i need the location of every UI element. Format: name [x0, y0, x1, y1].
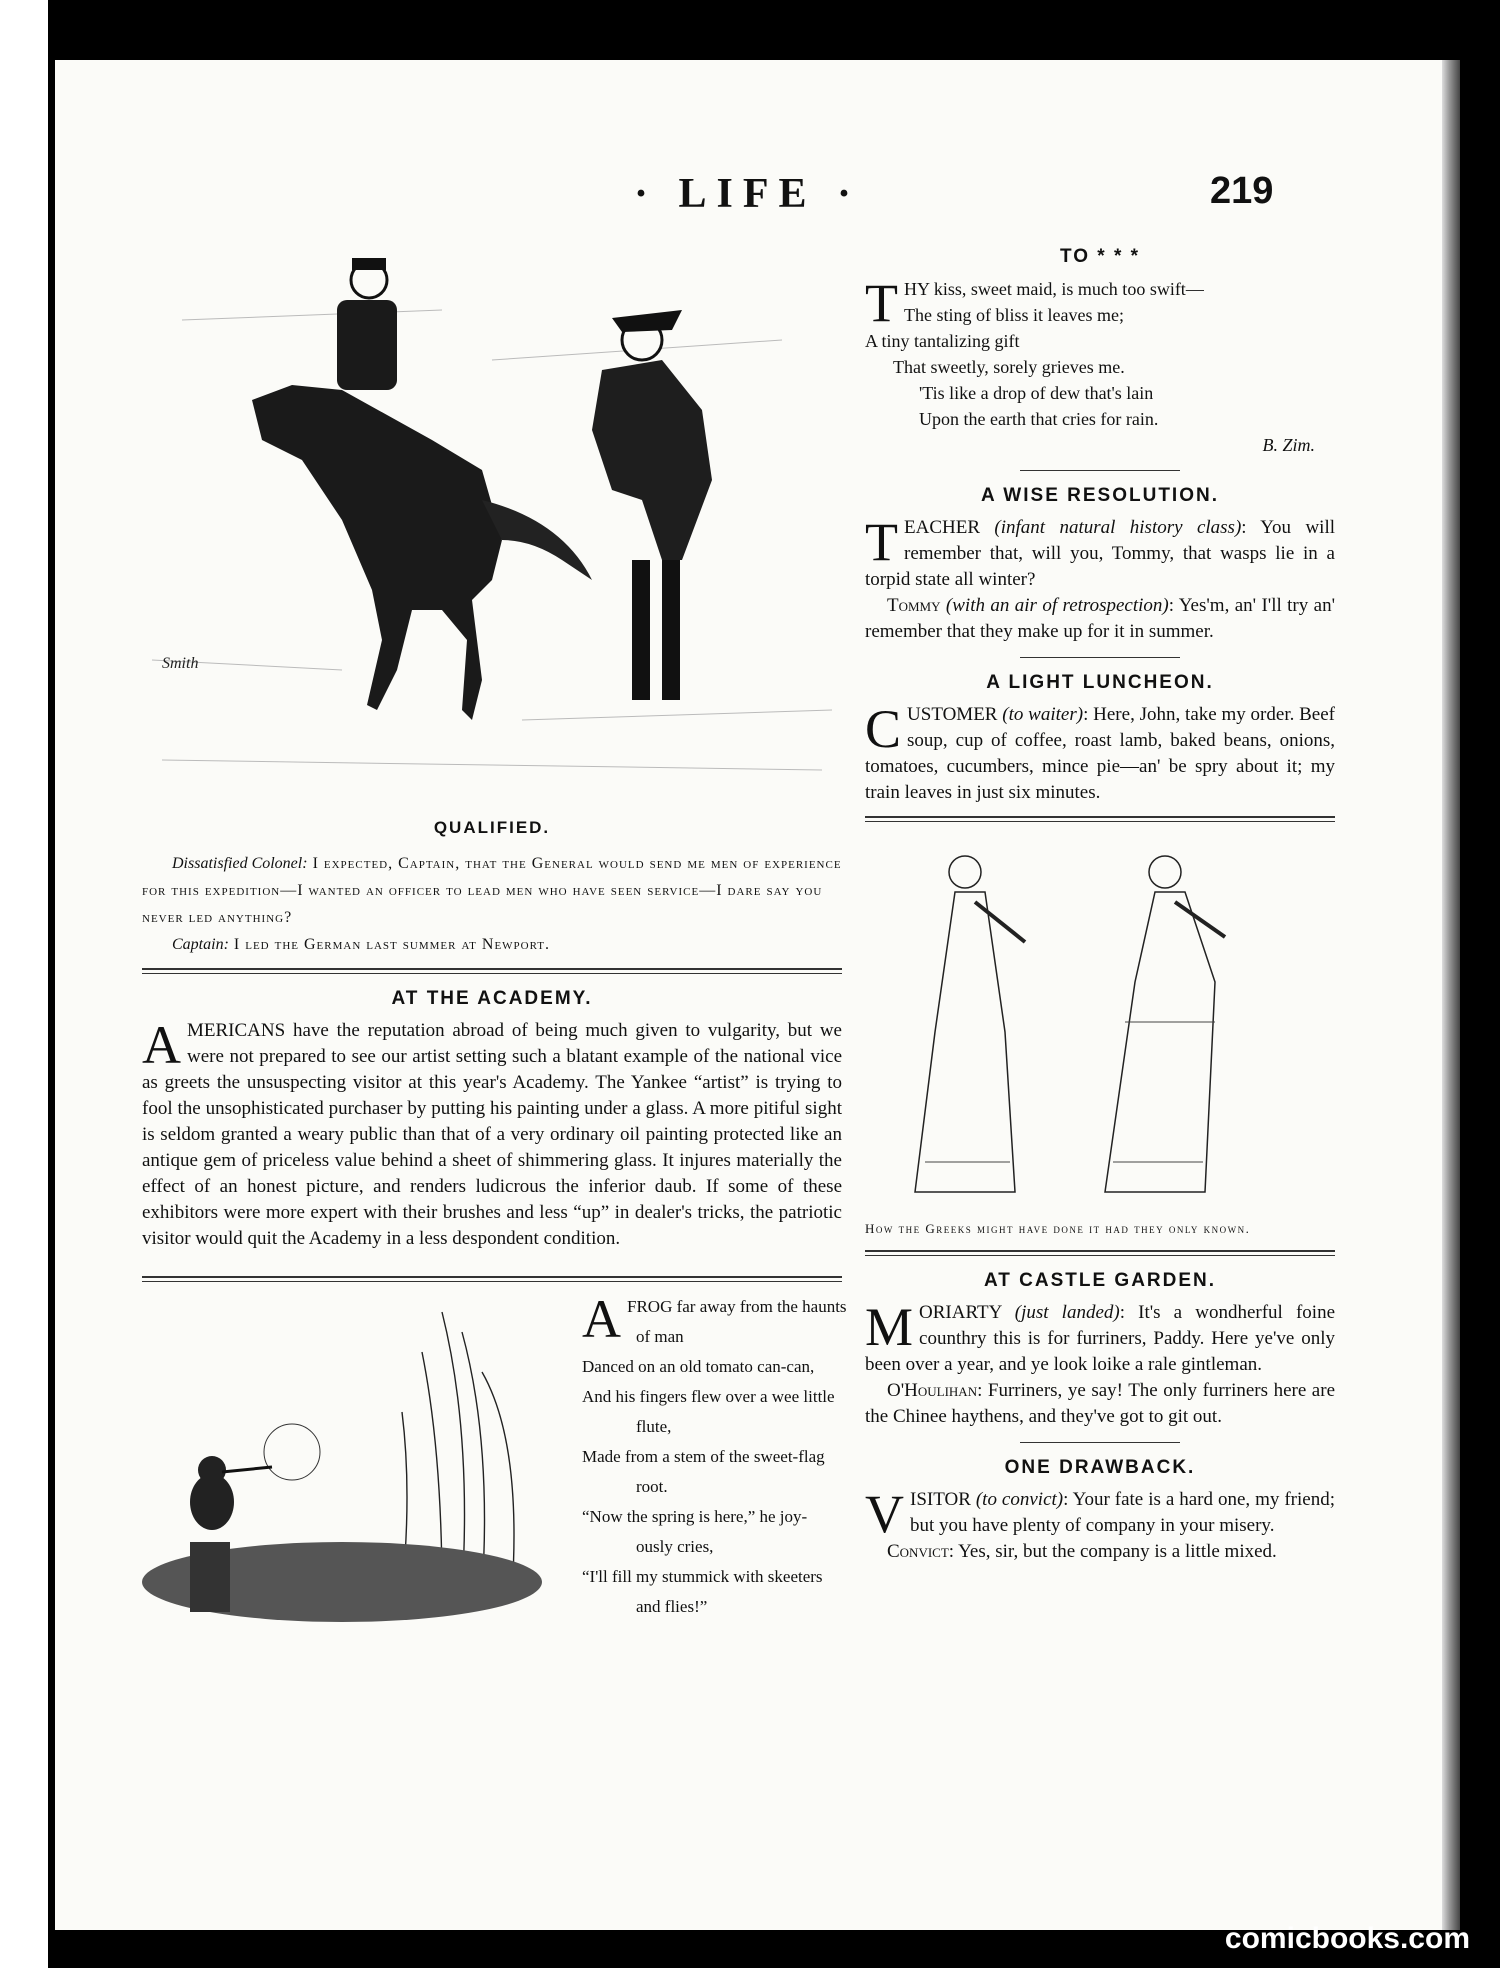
to-poem-heading: TO * * * — [1059, 246, 1141, 267]
castle-heading: AT CASTLE GARDEN. — [983, 1270, 1217, 1291]
drawback-article: VISITOR (to convict): Your fate is a hard one, my friend; but you have plenty of company in your misery. — [865, 1484, 1336, 1544]
section-divider — [865, 816, 1335, 822]
wise-article: TEACHER (infant natural history class): You will remember that, will you, Tommy, that wasps lie in a torpid state all winter? — [865, 512, 1336, 590]
luncheon-article: CUSTOMER (to waiter): Here, John, take my order. Beef soup, cup of coffee, roast lamb, baked beans, onions, tomatoes, cucumbers, mince pie—an' be spry about it; my train leaves in just six minutes. — [865, 699, 1336, 803]
section-divider — [142, 968, 842, 974]
artist-signature: Smith — [162, 655, 199, 672]
page-number: 219 — [1210, 170, 1274, 212]
academy-heading: AT THE ACADEMY. — [391, 988, 593, 1009]
magazine-page — [55, 60, 1460, 1930]
section-divider — [142, 1276, 842, 1282]
castle-article: MORIARTY (just landed): It's a wondherful foine counthry this is for furriners, Paddy. Here ye've only been over a year, and ye look loike a rale gintleman. — [865, 1297, 1336, 1375]
cartoon-title: QUALIFIED. — [433, 818, 551, 837]
academy-article: AMERICANS have the reputation abroad of being much given to vulgarity, but we were not prepared to see our artist setting such a blatant example of the national vice as greets the unsuspecting visitor at this year's Academy. The Yankee “artist” is trying to fool the unsophisticated purchaser by putting his painting under a glass. A more pitiful sight is seldom granted a weary public than that of a very ordinary oil painting protected like an antique gem of priceless value behind a sheet of shimmering glass. It injures materially the effect of an honest picture, and renders ludicrous the inferior daub. If some of these exhibitors were more expert with their brushes and less “up” in dealer's tricks, the patriotic visitor would quit the Academy in a less despondent condition. — [142, 1015, 842, 1249]
frog-poem: AFROG far away from the haunts of man Danced on an old tomato can-can, And his fingers flew over a wee little flute, Made from a stem of the sweet-flag root. “Now the spring is here,” he joy- ously cries, “I'll fill my stummick with skeeters and flies!” — [582, 1289, 847, 1616]
cartoon-dialogue: Dissatisfied Colonel: I expected, Captain, that the General would send me men of experience for this expedition—I wanted an officer to lead men who have seen service—I dare say you never led anything? Captain: I led the German last summer at Newport. — [142, 855, 842, 953]
site-watermark: comicbooks.com — [1224, 1922, 1470, 1955]
castle-reply: O'Houlihan: Furriners, ye say! The only furriners here are the Chinee haythens, and they've got to git out. — [865, 1380, 1335, 1427]
frog-illustration — [142, 1292, 562, 1632]
horse-rider-illustration — [142, 240, 842, 800]
luncheon-heading: A LIGHT LUNCHEON. — [986, 672, 1214, 693]
greek-women-illustration — [885, 832, 1285, 1212]
drawback-heading: ONE DRAWBACK. — [1004, 1457, 1196, 1478]
drawback-reply: Convict: Yes, sir, but the company is a little mixed. — [887, 1541, 1277, 1562]
previous-page-edge — [0, 0, 55, 1968]
wise-heading: A WISE RESOLUTION. — [981, 485, 1219, 506]
greeks-caption: How the Greeks might have done it had they only known. — [865, 1221, 1251, 1236]
section-divider — [865, 1250, 1335, 1256]
wise-reply: Tommy (with an air of retrospection): Yes'm, an' I'll try an' remember that they make up for it in summer. — [865, 595, 1336, 642]
to-poem: THY kiss, sweet maid, is much too swift— The sting of bliss it leaves me; A tiny tantalizing gift That sweetly, sorely grieves me. 'Tis like a drop of dew that's lain Upon the earth that cries for rain. B. Zim. — [865, 273, 1315, 455]
masthead: · LIFE · — [633, 171, 862, 217]
